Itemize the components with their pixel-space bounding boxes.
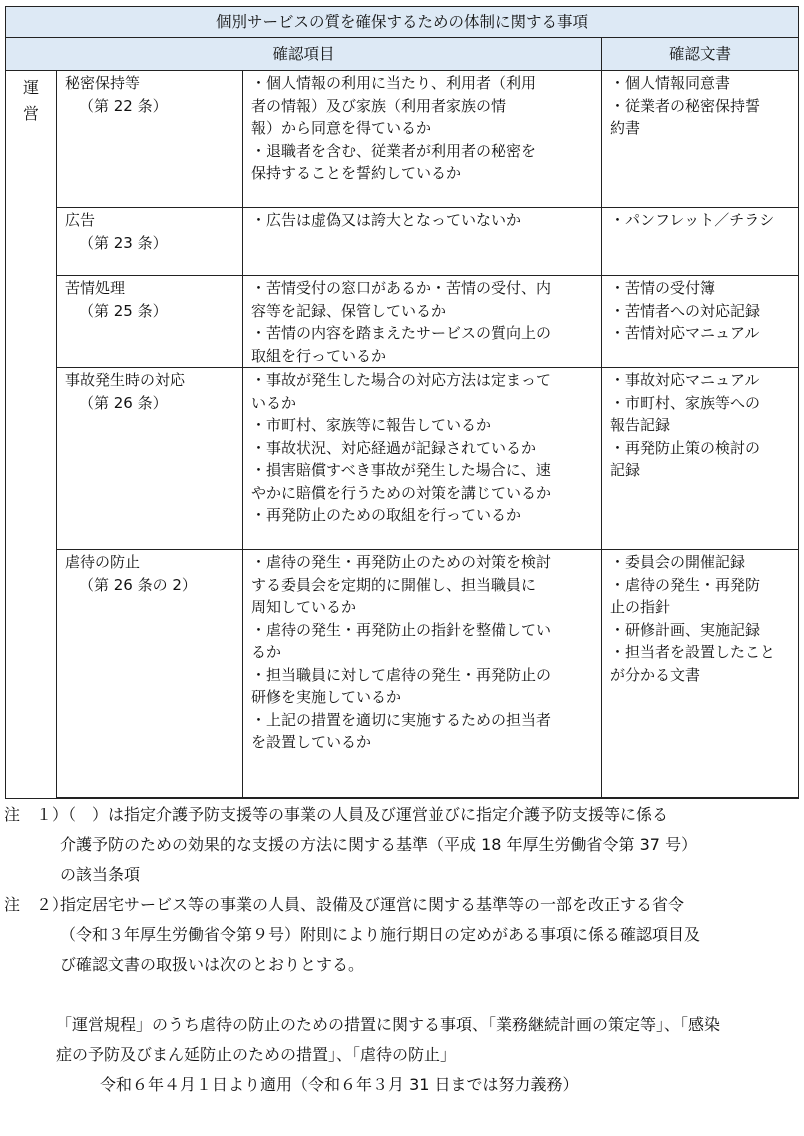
doc-line: ・個人情報同意書: [610, 74, 731, 92]
applied-line: 症の予防及びまん延防止のための措置」、「虐待の防止」: [56, 1045, 457, 1064]
item-title: 広告: [65, 211, 96, 229]
blank-line: [4, 980, 800, 1010]
check-line: ・退職者を含む、従業者が利用者の秘密を: [251, 141, 537, 160]
effective-line: 令和６年４月１日より適用（令和６年３月 31 日までは努力義務）: [100, 1075, 579, 1094]
check-line: 保持することを誓約しているか: [251, 164, 462, 182]
check-points: [243, 71, 602, 208]
doc-line: ・苦情対応マニュアル: [610, 324, 760, 342]
applied-items: [4, 1010, 800, 1070]
item-title: 秘密保持等: [65, 74, 141, 92]
doc-line: ・従業者の秘密保持誓: [610, 96, 761, 115]
section-label-char: 運: [22, 78, 39, 97]
check-line: 容等を記録、保管しているか: [251, 301, 447, 320]
doc-line: ・パンフレット／チラシ: [610, 211, 775, 229]
item-article: （第 22 条）: [79, 96, 168, 115]
check-line: ・市町村、家族等に報告しているか: [251, 416, 492, 434]
note-line: 介護予防のための効果的な支援の方法に関する基準（平成 18 年厚生労働省令第 37 号）: [60, 835, 698, 854]
spacer-cell: [602, 798, 799, 799]
check-line: ・事故状況、対応経過が記録されているか: [251, 438, 537, 457]
doc-line: 止の指針: [610, 598, 671, 616]
inspection-table: [5, 6, 799, 799]
doc-line: ・苦情の受付簿: [610, 279, 716, 297]
check-line: 周知しているか: [251, 598, 357, 616]
check-points: [243, 208, 602, 276]
item-name: [57, 276, 243, 368]
note-line: 指定居宅サービス等の事業の人員、設備及び運営に関する基準等の一部を改正する省令: [60, 895, 685, 914]
doc-line: ・委員会の開催記録: [610, 553, 746, 571]
table-row: [6, 208, 799, 276]
check-line: 報）から同意を得ているか: [251, 119, 432, 137]
item-name: [57, 71, 243, 208]
table-row: [6, 368, 799, 550]
check-documents: [602, 71, 799, 208]
spacer-cell: [243, 798, 602, 799]
check-line: いるか: [251, 393, 297, 412]
item-title: 苦情処理: [65, 279, 126, 297]
note-2: [4, 890, 800, 980]
note-line: び確認文書の取扱いは次のとおりとする。: [60, 955, 365, 974]
check-line: する委員会を定期的に開催し、担当職員に: [251, 575, 537, 594]
doc-line: ・再発防止策の検討の: [610, 438, 761, 457]
check-line: ・苦情受付の窓口があるか・苦情の受付、内: [251, 279, 552, 297]
item-article: （第 25 条）: [79, 301, 168, 320]
item-name: [57, 208, 243, 276]
check-line: を設置しているか: [251, 733, 372, 751]
doc-line: が分かる文書: [610, 665, 701, 684]
item-name: [57, 550, 243, 798]
doc-line: ・事故対応マニュアル: [610, 371, 760, 389]
check-line: ・虐待の発生・再発防止の指針を整備してい: [251, 620, 552, 639]
section-label-char: 営: [22, 104, 39, 123]
note-line: （ ）は指定介護予防支援等の事業の人員及び運営並びに指定介護予防支援等に係る: [60, 805, 669, 824]
check-line: 取組を行っているか: [251, 346, 387, 365]
doc-line: 報告記録: [610, 416, 671, 434]
check-line: ・上記の措置を適切に実施するための担当者: [251, 710, 552, 729]
check-line: るか: [251, 643, 282, 661]
check-points: [243, 276, 602, 368]
check-line: ・事故が発生した場合の対応方法は定まって: [251, 371, 552, 389]
item-name: [57, 368, 243, 550]
header-check-documents: 確認文書: [602, 38, 799, 71]
note-2-mark: 注 ２）: [4, 895, 69, 914]
check-line: ・損害賠償すべき事故が発生した場合に、速: [251, 461, 551, 479]
table-title: 個別サービスの質を確保するための体制に関する事項: [6, 7, 799, 38]
effective-date: [4, 1070, 800, 1100]
check-line: ・個人情報の利用に当たり、利用者（利用: [251, 74, 537, 92]
check-points: [243, 550, 602, 798]
item-article: （第 23 条）: [79, 233, 168, 252]
check-line: ・苦情の内容を踏まえたサービスの質向上の: [251, 324, 552, 342]
check-documents: [602, 276, 799, 368]
doc-line: ・苦情者への対応記録: [610, 301, 761, 320]
check-line: ・広告は虚偽又は誇大となっていないか: [251, 211, 522, 229]
note-line: （令和３年厚生労働省令第９号）附則により施行期日の定めがある事項に係る確認項目及: [60, 925, 701, 944]
doc-line: 記録: [610, 461, 641, 479]
doc-line: ・研修計画、実施記録: [610, 620, 761, 639]
doc-line: ・市町村、家族等への: [610, 393, 761, 412]
check-line: やかに賠償を行うための対策を講じているか: [251, 483, 552, 502]
item-title: 虐待の防止: [65, 553, 141, 571]
note-1: [4, 800, 800, 890]
item-title: 事故発生時の対応: [65, 371, 186, 389]
check-points: [243, 368, 602, 550]
item-article: （第 26 条）: [79, 393, 168, 412]
doc-line: 約書: [610, 119, 641, 137]
table-row-spacer: [6, 798, 799, 799]
check-line: 研修を実施しているか: [251, 688, 402, 706]
note-line: の該当条項: [60, 865, 141, 884]
check-documents: [602, 550, 799, 798]
check-line: ・虐待の発生・再発防止のための対策を検討: [251, 553, 552, 571]
check-documents: [602, 208, 799, 276]
table-row: [6, 276, 799, 368]
doc-line: ・担当者を設置したこと: [610, 643, 776, 661]
check-line: 者の情報）及び家族（利用者家族の情: [251, 96, 507, 115]
table-row: [6, 550, 799, 798]
check-line: ・再発防止のための取組を行っているか: [251, 506, 522, 524]
section-label: [6, 71, 57, 799]
table-row: [6, 71, 799, 208]
check-line: ・担当職員に対して虐待の発生・再発防止の: [251, 665, 552, 684]
notes-section: [4, 800, 800, 1100]
doc-line: ・虐待の発生・再発防: [610, 575, 761, 594]
applied-line: 「運営規程」のうち虐待の防止のための措置に関する事項、「業務継続計画の策定等」、「感染: [56, 1015, 721, 1034]
header-check-items: 確認項目: [6, 38, 602, 71]
check-documents: [602, 368, 799, 550]
note-1-mark: 注 １）: [4, 805, 69, 824]
spacer-cell: [57, 798, 243, 799]
item-article: （第 26 条の 2）: [79, 575, 197, 594]
